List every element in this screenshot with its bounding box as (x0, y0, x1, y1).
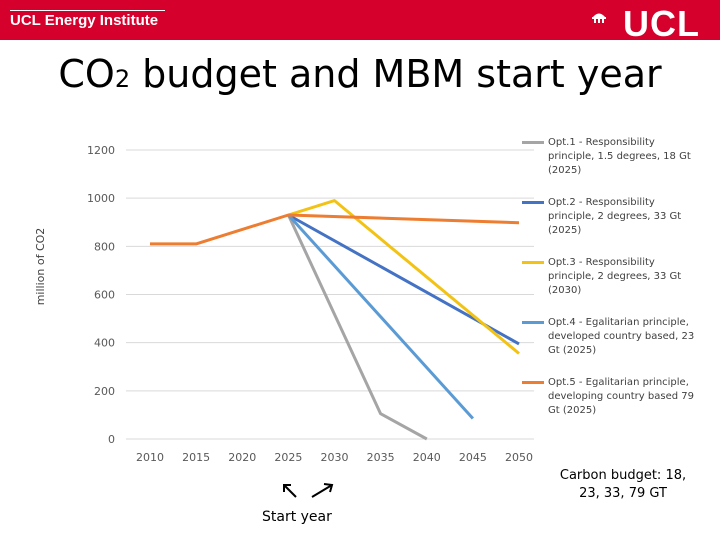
x-tick-label: 2035 (366, 451, 395, 464)
y-tick-label: 200 (94, 384, 115, 398)
chart-title-rest: budget and MBM start year (130, 52, 662, 96)
ucl-logo: UCL (623, 3, 700, 44)
y-tick-label: 600 (94, 288, 115, 302)
y-tick-label: 1200 (87, 144, 115, 157)
y-tick-label: 1000 (87, 192, 115, 206)
y-axis-label: million of CO2 (34, 227, 47, 306)
y-tick-label: 0 (108, 433, 115, 446)
start-year-arrow-left (284, 485, 296, 497)
legend-label: Opt.2 - Responsibility principle, 2 degrees, 33 Gt (2025) (548, 197, 682, 236)
y-tick-label: 400 (94, 336, 115, 350)
y-tick-label: 800 (94, 240, 115, 254)
x-tick-label: 2010 (136, 451, 164, 464)
legend-swatch (522, 261, 544, 264)
legend-label: Opt.5 - Egalitarian principle, developing country based 79 Gt (2025) (548, 377, 694, 416)
start-year-arrow-right (312, 485, 332, 497)
x-tick-label: 2030 (320, 451, 349, 464)
x-tick-label: 2020 (228, 451, 257, 464)
series-line-opt1 (288, 215, 426, 439)
legend-swatch (522, 321, 544, 324)
legend-label: Opt.3 - Responsibility principle, 2 degrees, 33 Gt (2030) (548, 257, 682, 296)
legend-label: Opt.1 - Responsibility principle, 1.5 degrees, 18 Gt (2025) (548, 137, 691, 176)
legend-label: Opt.4 - Egalitarian principle, developed country based, 23 Gt (2025) (548, 317, 695, 356)
start-year-label: Start year (262, 509, 332, 525)
x-tick-label: 2025 (274, 451, 303, 464)
legend-swatch (522, 201, 544, 204)
x-tick-label: 2040 (412, 451, 441, 464)
chart-title-main: CO (58, 52, 115, 96)
brand-name: UCL Energy Institute (10, 12, 159, 29)
carbon-budget-note: Carbon budget: 18, 23, 33, 79 GT (559, 468, 687, 501)
legend-swatch (522, 141, 544, 144)
x-tick-label: 2045 (458, 451, 487, 464)
x-tick-label: 2015 (182, 451, 211, 464)
x-tick-label: 2050 (505, 451, 533, 464)
series-line-opt3 (288, 201, 519, 354)
legend-swatch (522, 381, 544, 384)
chart-title-subscript: 2 (114, 65, 131, 93)
series-line-opt4 (288, 215, 473, 419)
